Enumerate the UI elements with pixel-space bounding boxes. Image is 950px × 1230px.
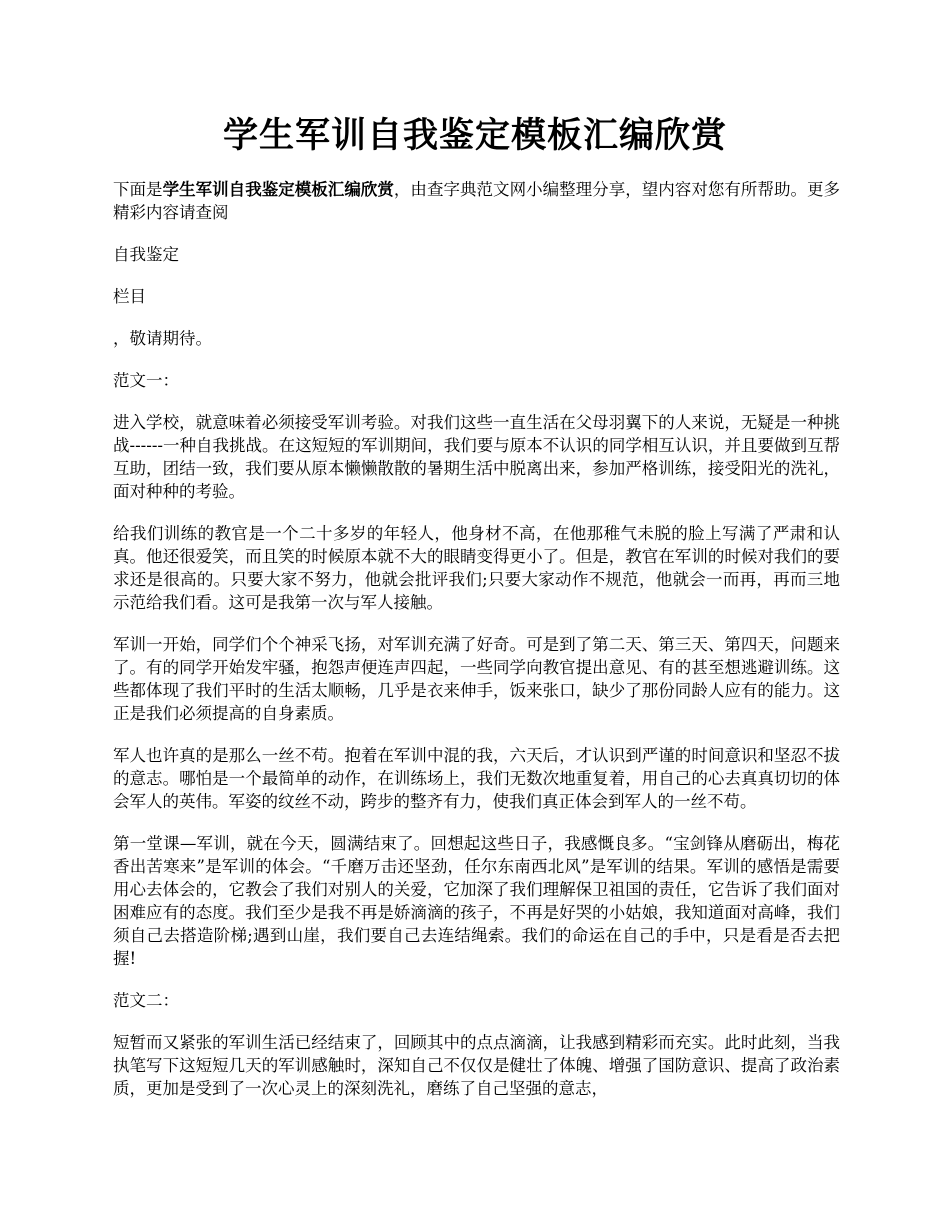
paragraph-self-assessment: 自我鉴定 [113, 245, 179, 264]
document-body [113, 178, 840, 1119]
paragraph-column: 栏目 [113, 287, 146, 306]
intro-bold-title: 学生军训自我鉴定模板汇编欣赏 [162, 180, 394, 199]
sample-heading-2: 范文二： [113, 991, 179, 1010]
paragraph-stay-tuned: ，敬请期待。 [113, 329, 212, 348]
body-paragraph: 军训一开始，同学们个个神采飞扬，对军训充满了好奇。可是到了第二天、第三天、第四天，问题来了。有的同学开始发牢骚，抱怨声便连声四起，一些同学向教官提出意见、有的甚至想逃避训练。这些都体现了我们平时的生活太顺畅，几乎是衣来伸手，饭来张口，缺少了那份同龄人应有的能力。这正是我们必须提高的自身素质。 [113, 635, 840, 723]
body-paragraph: 给我们训练的教官是一个二十多岁的年轻人，他身材不高，在他那稚气未脱的脸上写满了严肃和认真。他还很爱笑，而且笑的时候原本就不大的眼睛变得更小了。但是，教官在军训的时候对我们的要求还是很高的。只要大家不努力，他就会批评我们;只要大家动作不规范，他就会一而再，再而三地示范给我们看。这可是我第一次与军人接触。 [113, 524, 840, 612]
intro-paragraph [113, 178, 840, 224]
body-paragraph: 第一堂课—军训，就在今天，圆满结束了。回想起这些日子，我感慨良多。“宝剑锋从磨砺出，梅花香出苦寒来”是军训的体会。“千磨万击还坚劲，任尔东南西北风”是军训的结果。军训的感悟是需要用心去体会的，它教会了我们对别人的关爱，它加深了我们理解保卫祖国的责任，它告诉了我们面对困难应有的态度。我们至少是我不再是娇滴滴的孩子，不再是好哭的小姑娘，我知道面对高峰，我们须自己去搭造阶梯;遇到山崖，我们要自己去连结绳索。我们的命运在自己的手中，只是看是否去把握! [113, 834, 840, 968]
intro-suffix: ，由查字典范文网小编整理分享，望内容对您有所帮助。更多精彩内容请查阅 [113, 180, 841, 222]
body-paragraph: 进入学校，就意味着必须接受军训考验。对我们这些一直生活在父母羽翼下的人来说，无疑是一种挑战------一种自我挑战。在这短短的军训期间，我们要与原本不认识的同学相互认识，并且要做到互帮互助，团结一致，我们要从原本懒懒散散的暑期生活中脱离出来，参加严格训练，接受阳光的洗礼，面对种种的考验。 [113, 413, 840, 501]
sample-heading-1: 范文一： [113, 371, 179, 390]
body-paragraph: 短暂而又紧张的军训生活已经结束了，回顾其中的点点滴滴，让我感到精彩而充实。此时此刻，当我执笔写下这短短几天的军训感触时，深知自己不仅仅是健壮了体魄、增强了国防意识、提高了政治素质，更加是受到了一次心灵上的深刻洗礼，磨练了自己坚强的意志， [113, 1033, 840, 1098]
body-paragraph: 军人也许真的是那么一丝不苟。抱着在军训中混的我，六天后，才认识到严谨的时间意识和坚忍不拔的意志。哪怕是一个最简单的动作，在训练场上，我们无数次地重复着，用自己的心去真真切切的体会军人的英伟。军姿的纹丝不动，跨步的整齐有力，使我们真正体会到军人的一丝不苟。 [113, 746, 840, 811]
intro-prefix: 下面是 [113, 180, 163, 199]
document-title: 学生军训自我鉴定模板汇编欣赏 [222, 115, 727, 156]
